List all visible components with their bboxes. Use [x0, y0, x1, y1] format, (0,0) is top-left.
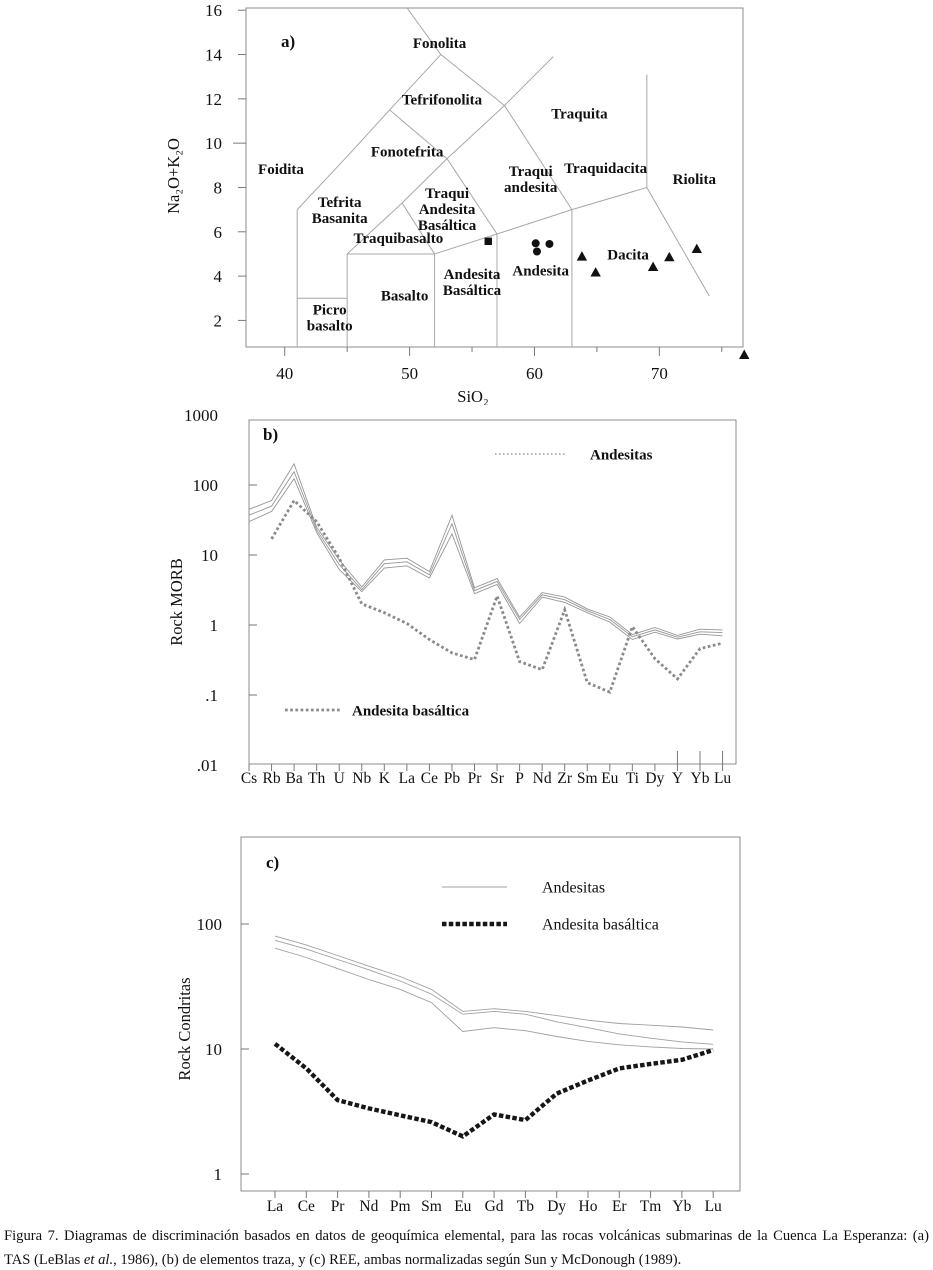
ree-legend-label-2: Andesita basáltica	[542, 916, 659, 934]
sample-square	[485, 238, 492, 245]
svg-text:Eu: Eu	[601, 770, 619, 787]
svg-text:Ti: Ti	[625, 770, 639, 787]
panel-c-label: c)	[266, 853, 280, 872]
tas-ticks	[233, 10, 722, 356]
morb-spider-panel	[0, 405, 933, 795]
svg-text:8: 8	[213, 178, 222, 198]
svg-text:Basalto: Basalto	[380, 288, 429, 305]
sample-triangle	[692, 244, 702, 253]
svg-text:Gd: Gd	[484, 1198, 504, 1215]
tas-field-boundaries	[297, 8, 709, 347]
spider-legend-label-1: Andesitas	[590, 447, 653, 464]
ree-plot	[175, 837, 740, 1215]
svg-text:Nd: Nd	[532, 770, 552, 787]
svg-text:1: 1	[209, 616, 218, 635]
svg-text:14: 14	[205, 45, 222, 65]
svg-text:70: 70	[650, 364, 668, 383]
svg-text:Dy: Dy	[547, 1198, 567, 1215]
svg-text:Riolita: Riolita	[672, 172, 716, 189]
svg-text:Ho: Ho	[578, 1198, 598, 1215]
tas-field-labels	[258, 36, 716, 335]
svg-text:Fonolita: Fonolita	[412, 35, 467, 52]
svg-text:La: La	[266, 1198, 284, 1215]
svg-text:Traquibasalto: Traquibasalto	[353, 230, 444, 247]
svg-text:Sr: Sr	[490, 770, 504, 787]
svg-text:Fonotefrita: Fonotefrita	[370, 144, 444, 161]
svg-text:Tb: Tb	[516, 1198, 535, 1215]
svg-text:Tm: Tm	[639, 1198, 662, 1215]
svg-text:Pb: Pb	[443, 770, 461, 787]
spider-line-andesita-3	[249, 479, 723, 640]
svg-text:andesita: andesita	[504, 180, 558, 197]
svg-text:Picro: Picro	[312, 302, 347, 319]
svg-text:Cs: Cs	[240, 770, 258, 787]
tas-diagram-panel	[0, 0, 933, 405]
svg-text:Nb: Nb	[352, 770, 372, 787]
svg-text:40: 40	[276, 364, 294, 383]
svg-text:Pr: Pr	[467, 770, 482, 787]
svg-text:Basáltica: Basáltica	[417, 218, 477, 235]
svg-text:Basáltica: Basáltica	[442, 283, 502, 300]
spider-plot-box	[249, 420, 736, 764]
svg-text:Ce: Ce	[297, 1198, 315, 1215]
panel-a-label: a)	[281, 32, 296, 51]
spider-legend	[285, 448, 653, 720]
svg-text:100: 100	[192, 476, 218, 495]
svg-text:Andesita: Andesita	[418, 202, 476, 219]
svg-text:Sm: Sm	[576, 770, 598, 787]
sample-circle	[532, 239, 540, 247]
svg-text:Lu: Lu	[713, 770, 732, 787]
svg-text:Dacita: Dacita	[607, 247, 649, 264]
sample-triangle	[590, 267, 600, 276]
svg-text:Tefrita: Tefrita	[317, 195, 362, 212]
svg-text:Yb: Yb	[672, 1198, 692, 1215]
ree-plot-box	[241, 837, 740, 1191]
spider-plot	[167, 406, 736, 787]
ree-legend-label-1: Andesitas	[542, 879, 606, 897]
svg-text:Rb: Rb	[262, 770, 281, 787]
panel-b-label: b)	[263, 425, 279, 444]
sample-triangle	[577, 251, 587, 260]
svg-text:Foidita: Foidita	[258, 162, 304, 179]
spider-legend-label-2: Andesita basáltica	[352, 703, 470, 720]
svg-text:Sm: Sm	[421, 1198, 442, 1215]
svg-text:Zr: Zr	[557, 770, 573, 787]
svg-text:Y: Y	[671, 770, 684, 787]
svg-text:Yb: Yb	[690, 770, 710, 787]
svg-text:60: 60	[525, 364, 543, 383]
ree-line-andesita-3	[275, 948, 713, 1049]
tas-x-axis-title: SiO₂	[457, 387, 489, 405]
ree-chondrite-panel	[0, 795, 933, 1224]
spider-y-axis-title: Rock MORB	[167, 558, 186, 646]
svg-text:Traqui: Traqui	[425, 185, 470, 202]
svg-text:Pr: Pr	[330, 1198, 345, 1215]
svg-text:Traqui: Traqui	[508, 164, 553, 181]
ree-y-axis-title: Rock Condritas	[175, 977, 194, 1081]
svg-text:10: 10	[201, 546, 218, 565]
svg-text:K: K	[378, 770, 390, 787]
svg-text:La: La	[398, 770, 416, 787]
sample-triangle	[739, 350, 749, 359]
svg-text:Ce: Ce	[420, 770, 439, 787]
figure-caption	[0, 1224, 933, 1270]
svg-text:6: 6	[213, 222, 222, 242]
svg-text:1000: 1000	[184, 406, 218, 425]
svg-text:Dy: Dy	[645, 770, 665, 787]
ree-line-andesita-2	[275, 940, 713, 1044]
svg-text:Andesita: Andesita	[512, 263, 570, 280]
svg-text:P: P	[515, 770, 524, 787]
svg-text:16: 16	[205, 1, 222, 21]
svg-text:Ba: Ba	[285, 770, 303, 787]
svg-text:Er: Er	[611, 1198, 627, 1215]
svg-text:Eu: Eu	[454, 1198, 472, 1215]
sample-circle	[545, 240, 553, 248]
svg-text:Nd: Nd	[359, 1198, 379, 1215]
spider-line-andesita-2	[249, 472, 723, 638]
svg-text:Andesita: Andesita	[443, 267, 501, 284]
spider-line-andesita-1	[249, 464, 723, 636]
svg-text:4: 4	[213, 267, 222, 287]
svg-text:.01: .01	[196, 756, 218, 775]
svg-text:Pm: Pm	[389, 1198, 411, 1215]
caption-line-2: TAS (LeBlas et al., 1986), (b) de elementos traza, y (c) REE, ambas normalizadas según Sun y McDonough (1989).	[4, 1252, 682, 1268]
svg-text:.1: .1	[205, 686, 218, 705]
svg-text:10: 10	[205, 134, 222, 154]
ree-ticks	[241, 924, 713, 1198]
svg-text:50: 50	[401, 364, 419, 383]
svg-text:2: 2	[213, 311, 222, 331]
svg-text:12: 12	[205, 89, 222, 109]
svg-text:10: 10	[205, 1040, 222, 1059]
svg-text:U: U	[333, 770, 345, 787]
svg-text:1: 1	[213, 1165, 222, 1184]
ree-series	[275, 936, 713, 1136]
svg-text:Lu: Lu	[704, 1198, 722, 1215]
svg-text:Traquidacita: Traquidacita	[564, 161, 648, 178]
ree-legend	[442, 880, 659, 934]
ree-line-andesita-basaltica	[275, 1044, 713, 1137]
svg-text:Th: Th	[308, 770, 326, 787]
tas-plot	[164, 1, 749, 405]
tas-y-axis-title: Na₂O+K₂O	[164, 138, 183, 214]
svg-text:basalto: basalto	[306, 318, 353, 335]
svg-text:Basanita: Basanita	[311, 211, 368, 228]
spider-line-andesita-basaltica	[272, 501, 723, 693]
svg-text:Traquita: Traquita	[551, 106, 608, 123]
sample-circle	[533, 248, 541, 256]
svg-text:100: 100	[196, 915, 222, 934]
sample-triangle	[664, 252, 674, 261]
ree-line-andesita-1	[275, 936, 713, 1030]
caption-line-1: Figura 7. Diagramas de discriminación basados en datos de geoquímica elemental, para las rocas volcánicas submarinas de la Cuenca La Esperanza: (a)	[4, 1228, 929, 1244]
sample-triangle	[648, 262, 658, 271]
svg-text:Tefrifonolita: Tefrifonolita	[401, 92, 483, 109]
spider-series	[249, 464, 723, 692]
